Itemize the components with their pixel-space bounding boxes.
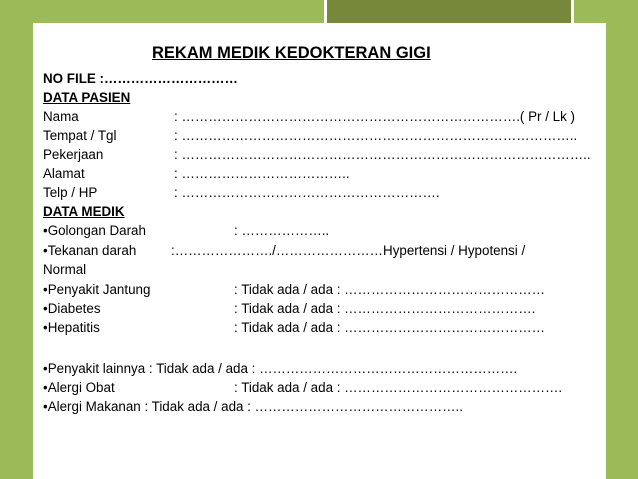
patient-field-name (43, 107, 575, 126)
field-label: •Alergi Obat (43, 380, 115, 395)
field-value: : ……………………………….. (174, 166, 350, 181)
field-label: •Diabetes (43, 301, 101, 316)
field-label: •Penyakit Jantung (43, 282, 151, 297)
patient-field-address (43, 164, 350, 183)
field-value: : Tidak ada / ada : ……………………………………. (234, 301, 536, 316)
medical-field-other-disease: •Penyakit lainnya : Tidak ada / ada : …………………………………………………. (43, 361, 518, 376)
medical-field-diabetes (43, 299, 536, 318)
patient-field-occupation (43, 145, 591, 164)
field-value: : Tidak ada / ada : …………………………………………. (234, 380, 563, 395)
medical-field-heart (43, 280, 546, 299)
field-label: •Hepatitis (43, 320, 100, 335)
medical-field-blood-type (43, 221, 330, 240)
field-label: Nama (43, 109, 79, 124)
field-value: : Tidak ada / ada : ……………………………………… (234, 320, 546, 335)
patient-field-phone (43, 183, 440, 202)
field-label: Pekerjaan (43, 147, 104, 162)
document-title: REKAM MEDIK KEDOKTERAN GIGI (152, 44, 431, 62)
blood-pressure-continued: Normal (43, 262, 87, 277)
no-file-line: NO FILE :………………………… (43, 71, 238, 86)
field-label: Tempat / Tgl (43, 128, 117, 143)
field-label: •Golongan Darah (43, 223, 146, 238)
field-value: : Tidak ada / ada : ……………………………………… (234, 282, 546, 297)
medical-field-drug-allergy (43, 378, 563, 397)
medical-field-food-allergy: •Alergi Makanan : Tidak ada / ada : ……………………………………….. (43, 399, 463, 414)
field-value: : …………………………………………………. (174, 185, 440, 200)
field-value: :…………………./……………………Hypertensi / Hypotensi / (171, 243, 526, 258)
patient-section-heading: DATA PASIEN (43, 90, 131, 105)
medical-section-heading: DATA MEDIK (43, 204, 125, 219)
field-value: : …………………………………………………………………………….. (174, 128, 578, 143)
field-label: Alamat (43, 166, 85, 181)
field-value: : ……………….. (234, 223, 330, 238)
medical-field-hepatitis (43, 318, 546, 337)
medical-field-blood-pressure (43, 241, 526, 260)
field-label: Telp / HP (43, 185, 98, 200)
patient-field-birth (43, 126, 578, 145)
field-label: •Tekanan darah (43, 243, 137, 258)
field-value: : ……………………………………………………………………………….. (174, 147, 591, 162)
field-value: : ………………………………………………………………….( Pr / Lk ) (174, 109, 575, 124)
